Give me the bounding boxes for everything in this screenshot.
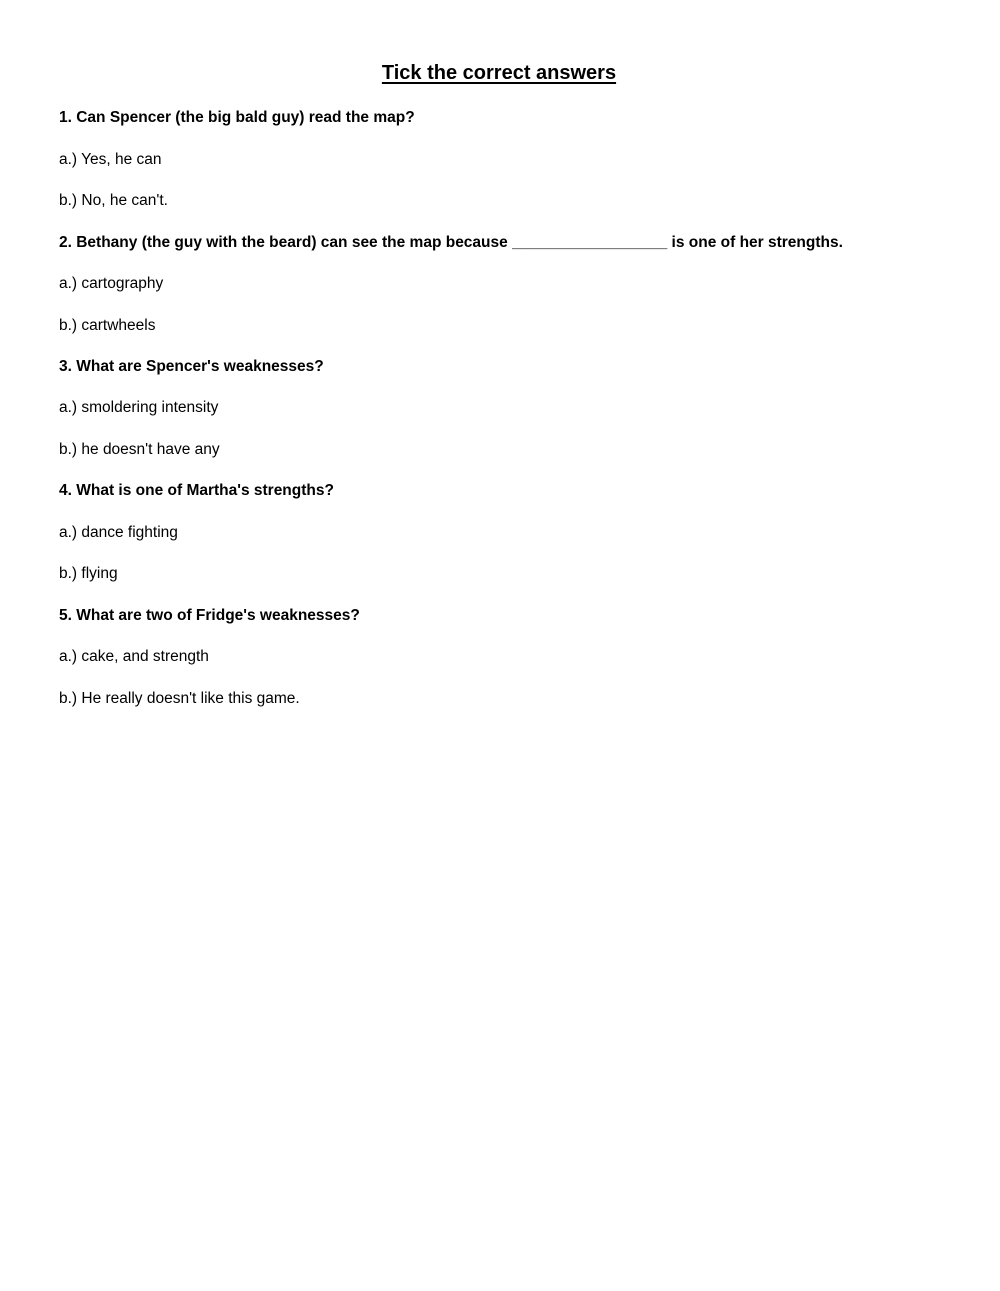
question-1-option-a[interactable]: a.) Yes, he can bbox=[59, 151, 162, 168]
worksheet-title: Tick the correct answers bbox=[381, 62, 617, 84]
question-1-option-b[interactable]: b.) No, he can't. bbox=[59, 192, 168, 209]
question-3: 3. What are Spencer's weaknesses? bbox=[59, 358, 324, 375]
question-1: 1. Can Spencer (the big bald guy) read the map? bbox=[59, 109, 415, 126]
question-2-option-b[interactable]: b.) cartwheels bbox=[59, 317, 156, 334]
question-3-option-a[interactable]: a.) smoldering intensity bbox=[59, 399, 219, 416]
question-4-option-b[interactable]: b.) flying bbox=[59, 565, 118, 582]
question-5: 5. What are two of Fridge's weaknesses? bbox=[59, 607, 360, 624]
question-3-option-b[interactable]: b.) he doesn't have any bbox=[59, 441, 220, 458]
question-4-option-a[interactable]: a.) dance fighting bbox=[59, 524, 178, 541]
question-5-option-a[interactable]: a.) cake, and strength bbox=[59, 648, 209, 665]
question-2: 2. Bethany (the guy with the beard) can see the map because __________________ is one of her strengths. bbox=[59, 234, 843, 251]
question-4: 4. What is one of Martha's strengths? bbox=[59, 482, 334, 499]
question-2-option-a[interactable]: a.) cartography bbox=[59, 275, 164, 292]
question-5-option-b[interactable]: b.) He really doesn't like this game. bbox=[59, 690, 300, 707]
